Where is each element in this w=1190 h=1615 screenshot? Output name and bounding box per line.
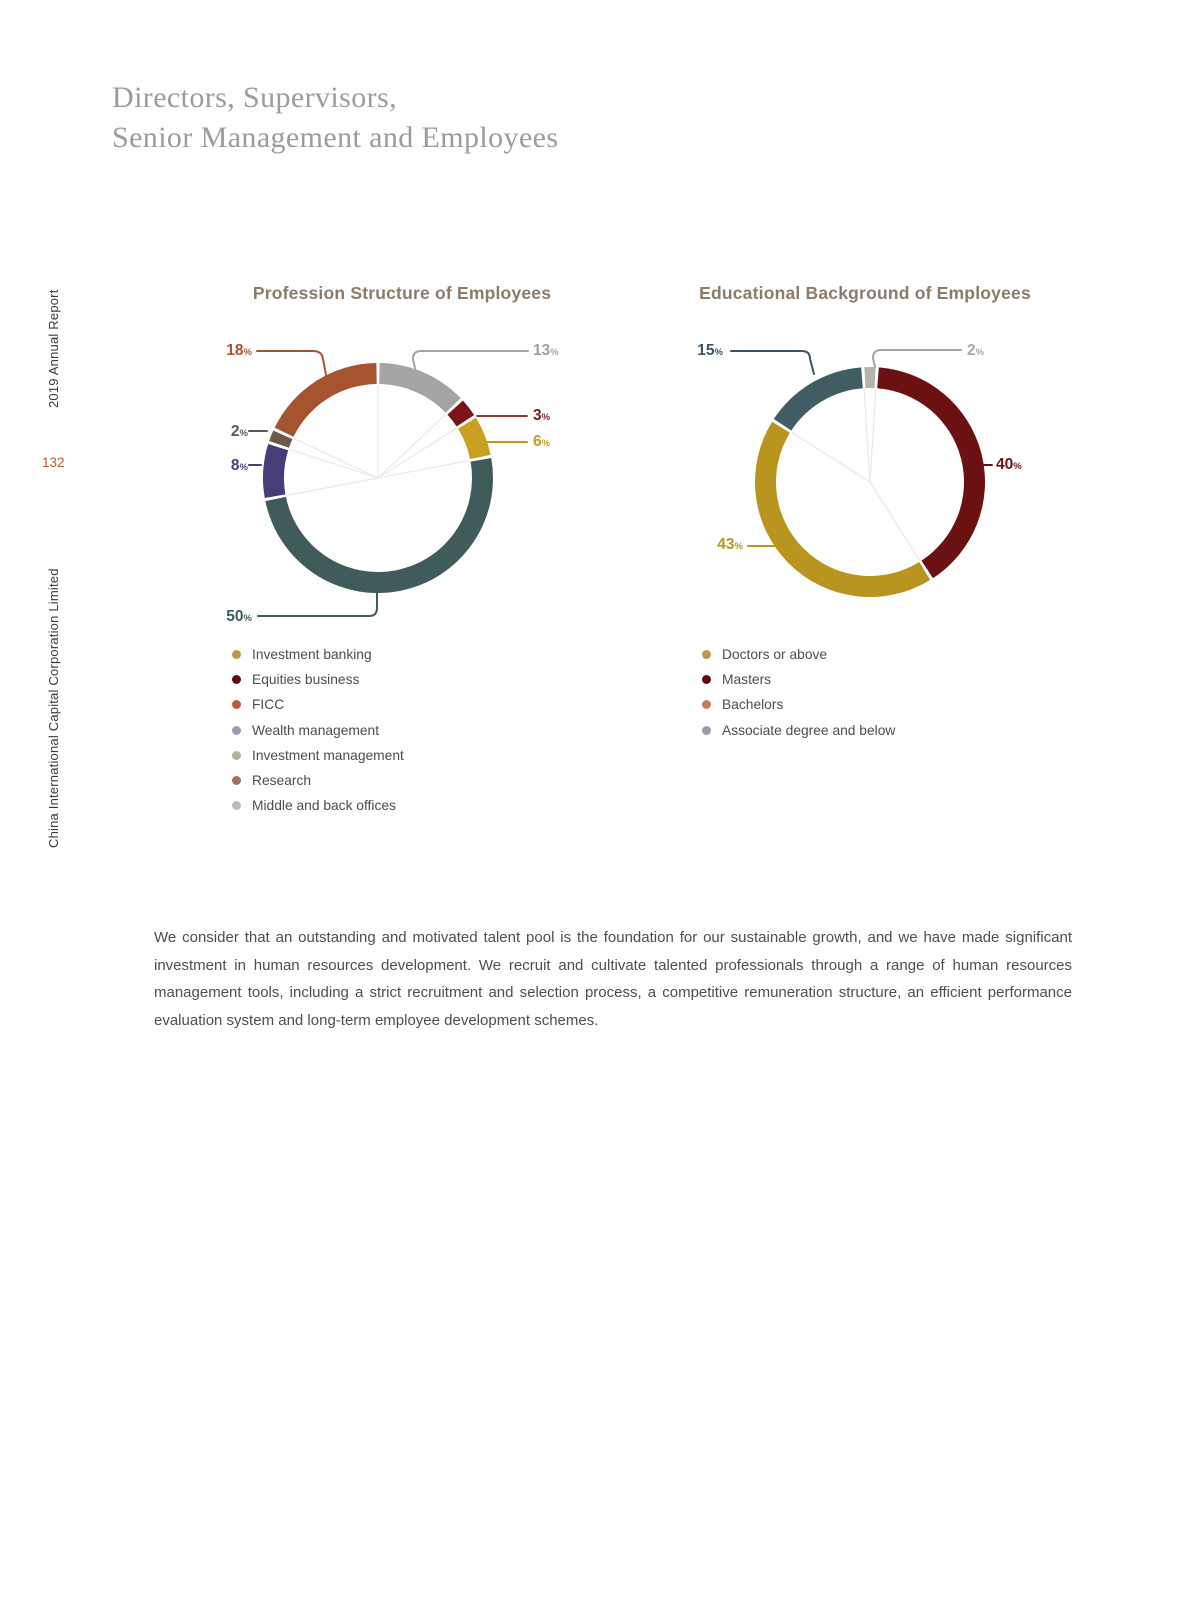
chart-title: Educational Background of Employees — [699, 283, 1031, 303]
value-label-middle-and-back-offices: 18% — [226, 342, 252, 359]
legend-label: Investment banking — [252, 647, 372, 663]
value-label-doctors: 2% — [967, 342, 985, 359]
leader-line-associate-degree — [731, 351, 814, 374]
legend-label: Associate degree and below — [722, 722, 896, 738]
donut-segment-masters — [877, 367, 985, 578]
segment-boundary-line — [870, 389, 876, 482]
sidebar-annual-report-label: 2019 Annual Report — [46, 289, 61, 408]
legend-label: FICC — [252, 697, 285, 713]
page-title-line1: Directors, Supervisors, — [112, 81, 397, 114]
legend-item — [232, 768, 404, 793]
legend-dot — [232, 751, 241, 760]
value-label-investment-management: 8% — [230, 457, 248, 474]
legend-dot — [702, 650, 711, 659]
segment-boundary-line — [378, 414, 446, 478]
legend-dot — [702, 700, 711, 709]
leader-line-middle-and-back-offices — [257, 351, 326, 375]
legend-label: Bachelors — [722, 697, 784, 713]
chart-title: Profession Structure of Employees — [252, 283, 552, 303]
legend-label: Doctors or above — [722, 647, 828, 663]
profession-structure-legend — [232, 642, 404, 818]
segment-boundary-line — [864, 389, 870, 482]
legend-label: Wealth management — [252, 722, 380, 738]
legend-dot — [232, 700, 241, 709]
legend-label: Middle and back offices — [252, 798, 396, 814]
page-title-line2: Senior Management and Employees — [112, 121, 559, 154]
page-title — [112, 78, 558, 158]
value-label-investment-banking: 13% — [533, 342, 559, 359]
segment-boundary-line — [290, 449, 378, 478]
segment-boundary-line — [791, 432, 870, 482]
legend-item — [232, 692, 404, 717]
profession-structure-chart — [150, 275, 620, 835]
legend-label: Masters — [722, 672, 772, 688]
legend-item — [232, 667, 404, 692]
legend-item — [232, 793, 404, 818]
legend-dot — [232, 801, 241, 810]
donut-segment-associate-degree-and-below — [774, 367, 863, 430]
value-label-research: 2% — [230, 423, 248, 440]
donut-segment-doctors-or-above — [864, 367, 875, 388]
legend-dot — [232, 675, 241, 684]
educational-background-legend — [702, 642, 895, 743]
value-label-bachelors: 43% — [717, 536, 743, 553]
segment-boundary-line — [287, 478, 378, 495]
body-paragraph: We consider that an outstanding and motivated talent pool is the foundation for our sustainable growth, and we have made significant investment in human resources development. We recruit and cultivate talented professionals through a range of human resources management tools, including a strict recruitment and selection process, a competitive remuneration structure, an efficient performance evaluation system and long-term employee development schemes. — [154, 929, 1072, 1029]
sidebar-company-name: China International Capital Corporation Limited — [46, 568, 61, 848]
legend-dot — [232, 650, 241, 659]
leader-line-wealth-management — [258, 593, 377, 616]
segment-boundary-line — [294, 438, 378, 478]
donut-segment-ficc — [458, 418, 491, 459]
value-label-associate-degree: 15% — [697, 342, 723, 359]
value-label-ficc: 6% — [533, 433, 551, 450]
legend-dot — [702, 726, 711, 735]
legend-item — [702, 692, 895, 717]
legend-label: Equities business — [252, 672, 360, 688]
legend-label: Investment management — [252, 747, 404, 763]
leader-line-investment-banking — [413, 351, 528, 373]
legend-item — [702, 642, 895, 667]
legend-item — [232, 743, 404, 768]
value-label-masters: 40% — [996, 456, 1022, 473]
donut-segment-bachelors — [755, 422, 930, 597]
value-label-wealth-management: 50% — [226, 608, 252, 625]
legend-dot — [232, 776, 241, 785]
legend-dot — [702, 675, 711, 684]
page-number: 132 — [42, 455, 65, 470]
donut-segment-investment-banking — [379, 363, 460, 413]
legend-item — [702, 718, 895, 743]
donut-segment-investment-management — [263, 444, 288, 498]
leader-line-doctors — [873, 350, 961, 367]
legend-item — [702, 667, 895, 692]
legend-dot — [232, 726, 241, 735]
educational-background-chart — [640, 275, 1110, 835]
legend-label: Research — [252, 773, 312, 789]
legend-item — [232, 642, 404, 667]
value-label-equities-business: 3% — [533, 407, 551, 424]
segment-boundary-line — [870, 482, 920, 561]
legend-item — [232, 718, 404, 743]
